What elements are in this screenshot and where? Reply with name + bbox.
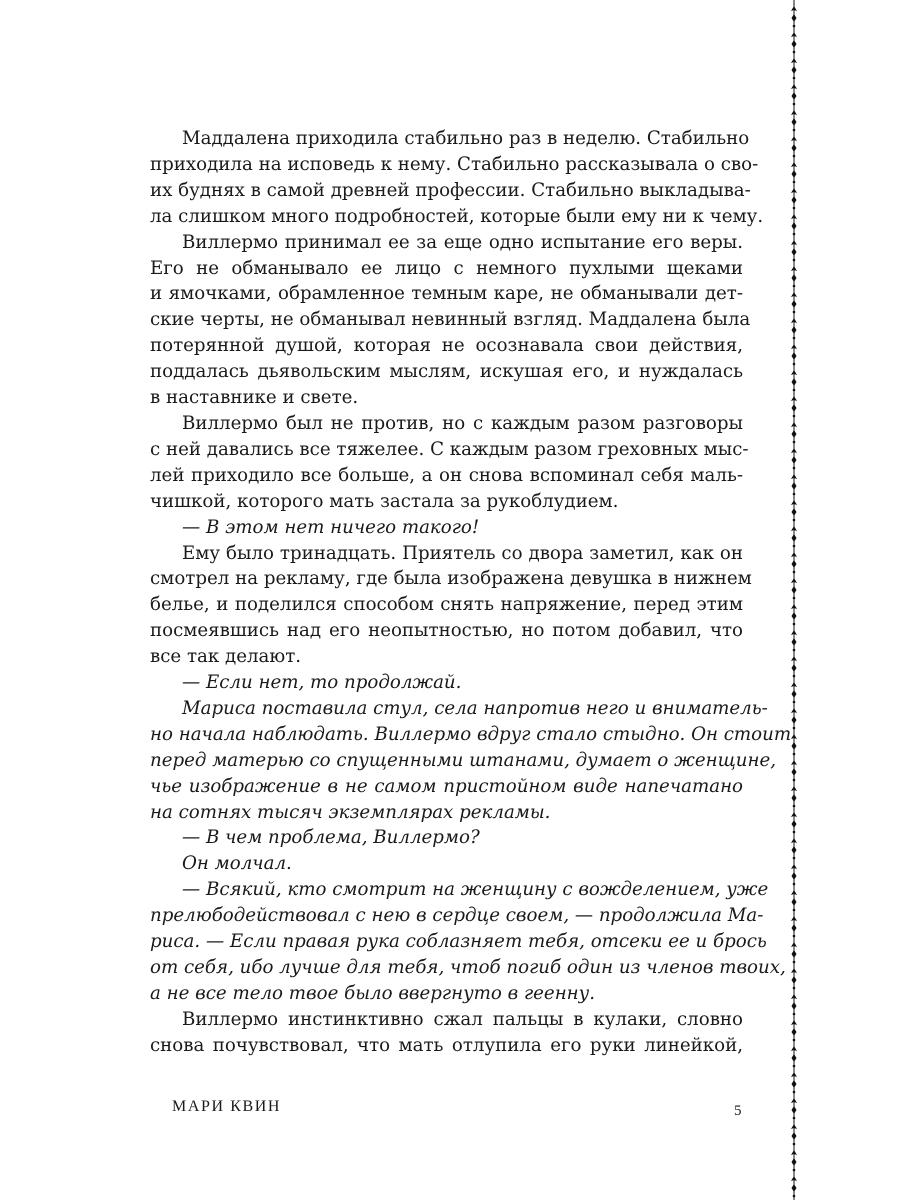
text-line: смотрел на рекламу, где была изображена девушка в нижнем [150, 568, 752, 590]
text-line: ские черты, не обманывал невинный взгляд. Маддалена была [150, 309, 751, 331]
body-text [150, 126, 792, 1059]
text-line: в наставнике и свете. [150, 387, 359, 409]
text-line: потерянной душой, которая не осознавала свои действия, [150, 335, 743, 357]
text-line: Его не обманывало ее лицо с немного пухлыми щеками [150, 257, 743, 279]
text-line: лей приходило все больше, а он снова вспоминал себя маль- [150, 464, 743, 486]
text-line: — Всякий, кто смотрит на женщину с вожделением, уже [182, 879, 769, 901]
text-line: с ней давались все тяжелее. С каждым разом греховных мыс- [150, 438, 749, 460]
text-line: чишкой, которого мать застала за рукоблудием. [150, 490, 619, 512]
page-number: 5 [734, 1103, 742, 1119]
text-line: — В чем проблема, Виллермо? [182, 827, 480, 849]
text-line: Маддалена приходила стабильно раз в неделю. Стабильно [182, 128, 750, 149]
text-line: прелюбодействовал с нею в сердце своем, — продолжила Ма- [150, 905, 764, 927]
text-line: посмеявшись над его неопытностью, но потом добавил, что [150, 620, 743, 642]
text-line: — Если нет, то продолжай. [182, 672, 462, 694]
decorative-border-icon [786, 0, 802, 1200]
text-line: Мариса поставила стул, села напротив него и вниматель- [182, 697, 768, 719]
text-line: Виллермо инстинктивно сжал пальцы в кулаки, словно [182, 1008, 743, 1030]
text-line: и ямочками, обрамленное темным каре, не обманывали дет- [150, 283, 743, 305]
text-line: все так делают. [150, 646, 302, 668]
text-line: риса. — Если правая рука соблазняет тебя, отсеки ее и брось [150, 931, 767, 953]
text-line: перед матерью со спущенными штанами, думает о женщине, [150, 749, 777, 771]
text-line: поддалась дьявольским мыслям, искушая его, и нуждалась [150, 361, 743, 383]
text-line: но начала наблюдать. Виллермо вдруг стало стыдно. Он стоит [150, 723, 792, 745]
text-line: ла слишком много подробностей, которые были ему ни к чему. [150, 205, 764, 227]
text-line: Виллермо принимал ее за еще одно испытание его веры. [182, 231, 743, 253]
text-line: на сотнях тысяч экземплярах рекламы. [150, 801, 551, 823]
text-line: Ему было тринадцать. Приятель со двора заметил, как он [182, 542, 743, 564]
text-line: их буднях в самой древней профессии. Стабильно выкладыва- [150, 179, 751, 201]
text-line: а не все тело твое было ввергнуто в геенну. [150, 982, 595, 1004]
text-line: белье, и поделился способом снять напряжение, перед этим [150, 594, 743, 616]
text-line: Он молчал. [182, 853, 292, 875]
text-line: приходила на исповедь к нему. Стабильно рассказывала о сво- [150, 153, 759, 175]
text-line: снова почувствовал, что мать отлупила его руки линейкой, [150, 1034, 743, 1056]
text-line: чье изображение в не самом пристойном виде напечатано [150, 775, 743, 797]
text-line: от себя, ибо лучше для тебя, чтоб погиб один из членов твоих, [150, 957, 786, 978]
running-footer-author: МАРИ КВИН [172, 1098, 282, 1115]
text-line: — В этом нет ничего такого! [182, 516, 480, 538]
text-line: Виллермо был не против, но с каждым разом разговоры [182, 412, 743, 434]
